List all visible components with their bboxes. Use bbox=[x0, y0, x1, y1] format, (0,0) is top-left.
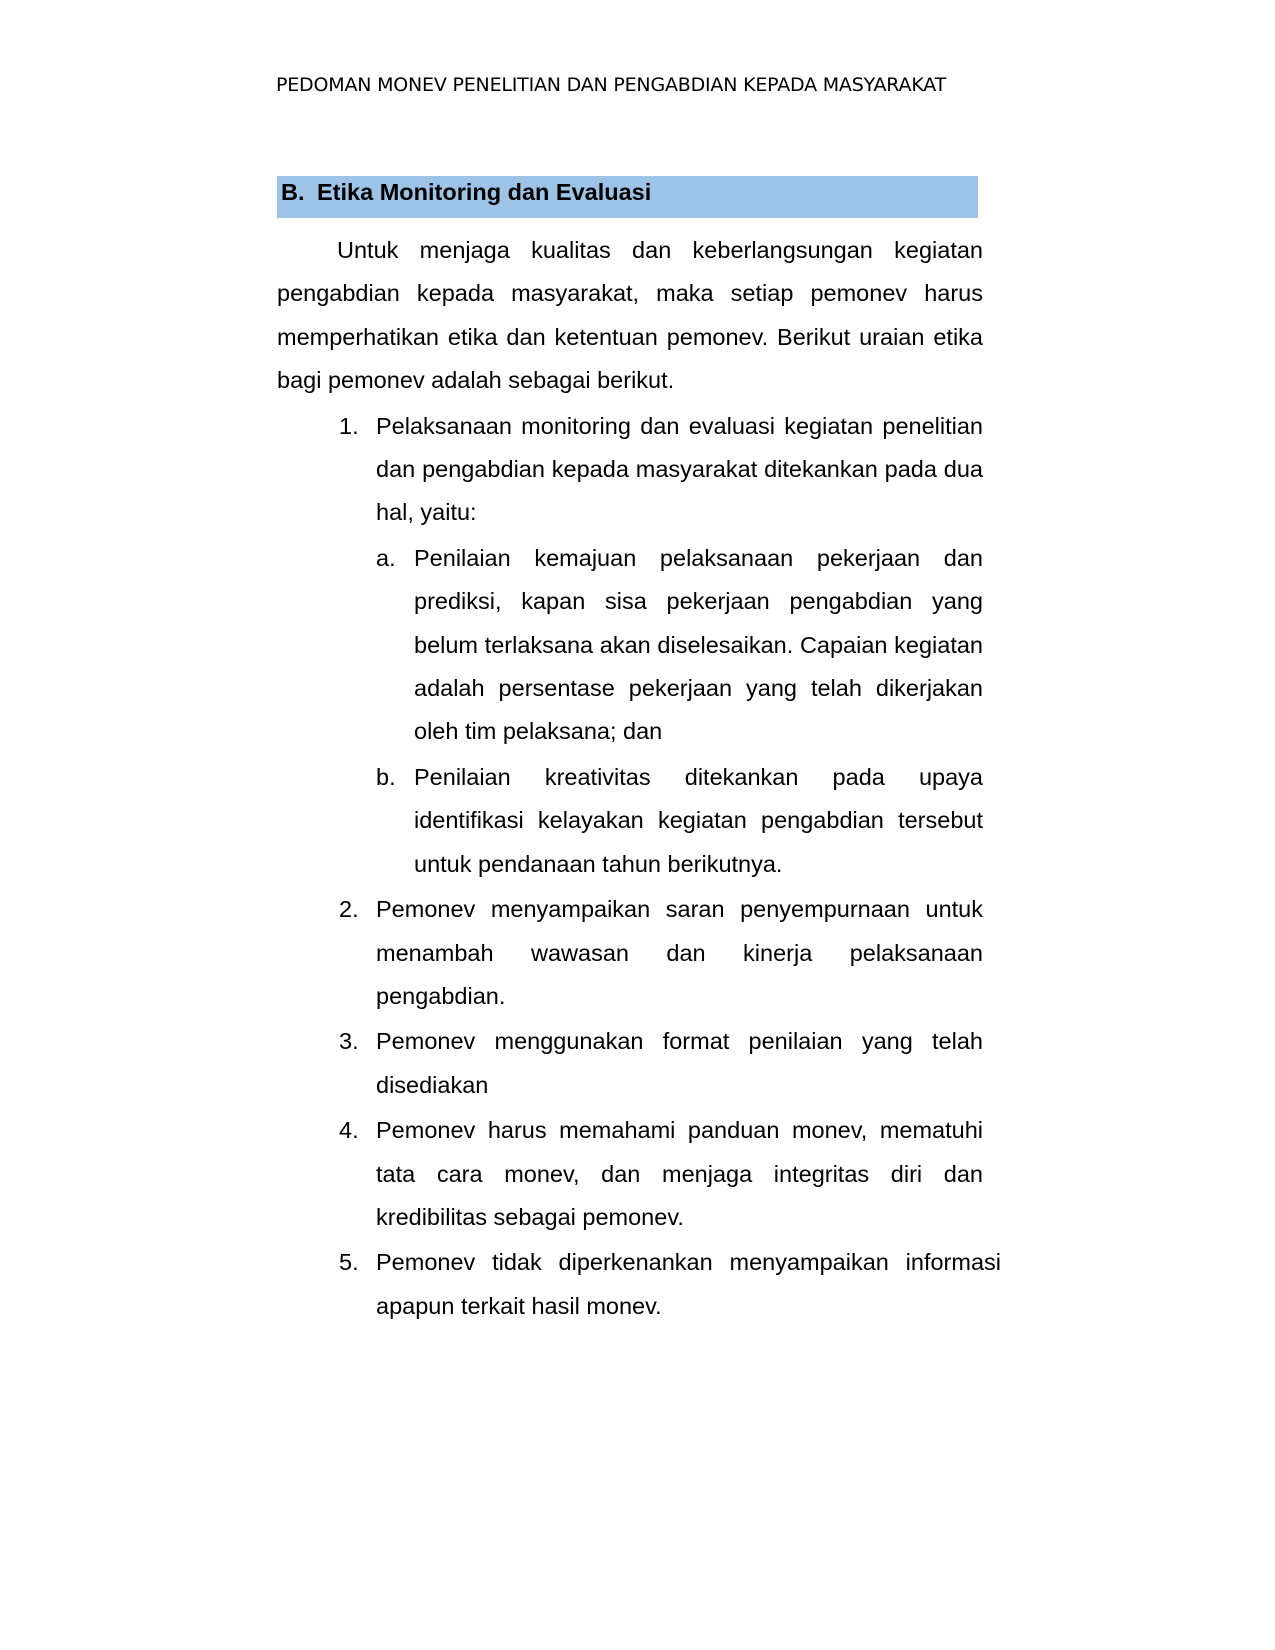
intro-paragraph: Untuk menjaga kualitas dan keberlangsungan kegiatan pengabdian kepada masyarakat, maka setiap pemonev harus memperhatikan etika dan ketentuan pemonev. Berikut uraian etika bagi pemonev adalah sebagai berikut. bbox=[277, 237, 983, 394]
item-number: 2. bbox=[339, 896, 359, 923]
sub-list bbox=[376, 537, 983, 886]
item-number: 3. bbox=[339, 1028, 359, 1055]
item-number: 1. bbox=[339, 412, 359, 439]
sub-item-text: Penilaian kreativitas ditekankan pada upaya identifikasi kelayakan kegiatan pengabdian tersebut untuk pendanaan tahun berikutnya. bbox=[414, 763, 983, 877]
section-heading bbox=[277, 176, 978, 218]
sub-list-item bbox=[376, 537, 983, 754]
sub-list-item bbox=[376, 756, 983, 886]
section-body bbox=[277, 229, 1001, 1328]
item-number: 5. bbox=[339, 1249, 359, 1276]
item-text: Pemonev harus memahami panduan monev, mematuhi tata cara monev, dan menjaga integritas diri dan kredibilitas sebagai pemonev. bbox=[376, 1117, 983, 1230]
list-item bbox=[277, 1020, 983, 1107]
sub-item-letter: b. bbox=[376, 763, 396, 790]
item-number: 4. bbox=[339, 1117, 359, 1144]
list-item bbox=[277, 1241, 1001, 1328]
list-item bbox=[277, 888, 983, 1018]
item-text: Pemonev menyampaikan saran penyempurnaan untuk menambah wawasan dan kinerja pelaksanaan pengabdian. bbox=[376, 896, 983, 1009]
list-item bbox=[277, 1109, 983, 1239]
sub-item-text: Penilaian kemajuan pelaksanaan pekerjaan dan prediksi, kapan sisa pekerjaan pengabdian yang belum terlaksana akan diselesaikan. Capaian kegiatan adalah persentase pekerjaan yang telah dikerjakan oleh tim pelaksana; dan bbox=[414, 544, 983, 745]
section-letter: B. bbox=[281, 179, 305, 205]
section-title: Etika Monitoring dan Evaluasi bbox=[317, 179, 652, 205]
list-item bbox=[277, 405, 983, 886]
running-header: PEDOMAN MONEV PENELITIAN DAN PENGABDIAN KEPADA MASYARAKAT bbox=[276, 74, 946, 96]
ethics-list bbox=[277, 405, 1001, 1329]
item-text: Pelaksanaan monitoring dan evaluasi kegiatan penelitian dan pengabdian kepada masyarakat ditekankan pada dua hal, yaitu: bbox=[376, 412, 983, 526]
item-text: Pemonev tidak diperkenankan menyampaikan informasi apapun terkait hasil monev. bbox=[376, 1249, 1001, 1319]
item-text: Pemonev menggunakan format penilaian yang telah disediakan bbox=[376, 1028, 983, 1098]
sub-item-letter: a. bbox=[376, 544, 396, 571]
